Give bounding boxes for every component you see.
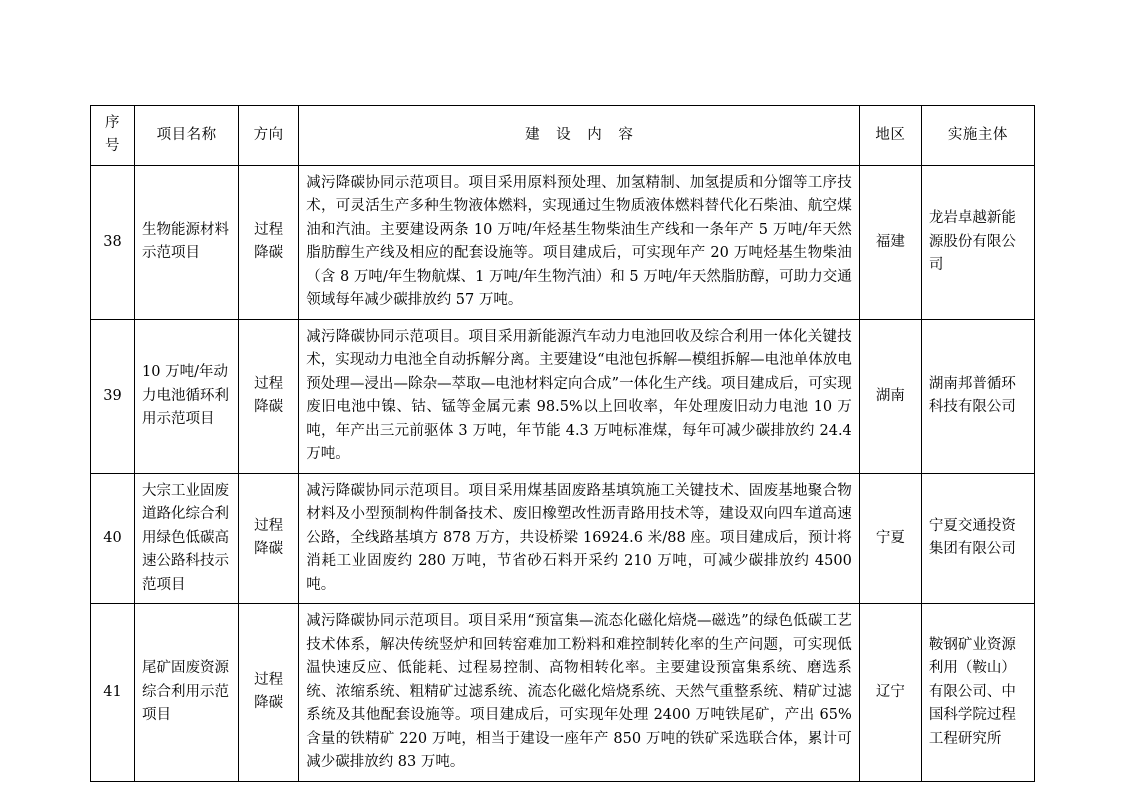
column-header-seq: 序号 (91, 106, 135, 166)
row-area: 湖南 (859, 319, 921, 473)
column-header-area: 地区 (859, 106, 921, 166)
row-direction-line2: 降碳 (254, 541, 284, 558)
column-header-direction: 方向 (239, 106, 299, 166)
row-direction-line2: 降碳 (254, 695, 284, 712)
row-direction-line2: 降碳 (254, 245, 284, 262)
row-content: 减污降碳协同示范项目。项目采用煤基固废路基填筑施工关键技术、固废基地聚合物材料及小型预制构件制备技术、废旧橡塑改性沥青路用技术等，建设双向四车道高速公路，全线路基填方 878 万方，共设桥梁 16924.6 米/88 座。项目建成后，预计将消耗工业固废约 280 万吨，节省砂石料开采约 210 万吨，可减少碳排放约 4500 吨。 (299, 473, 860, 603)
table-row (91, 319, 1035, 473)
row-seq: 39 (91, 319, 135, 473)
row-area: 福建 (859, 165, 921, 319)
row-project-name: 大宗工业固废道路化综合利用绿色低碳高速公路科技示范项目 (135, 473, 239, 603)
row-direction (239, 165, 299, 319)
row-content: 减污降碳协同示范项目。项目采用新能源汽车动力电池回收及综合利用一体化关键技术，实现动力电池全自动拆解分离。主要建设“电池包拆解—模组拆解—电池单体放电预处理—浸出—除杂—萃取—电池材料定向合成”一体化生产线。项目建成后，可实现废旧电池中镍、钴、锰等金属元素 98.5%以上回收率，年处理废旧动力电池 10 万吨，年产出三元前驱体 3 万吨，年节能 4.3 万吨标准煤，每年可减少碳排放约 24.4 万吨。 (299, 319, 860, 473)
row-area: 宁夏 (859, 473, 921, 603)
table-container (90, 105, 1035, 782)
column-header-subject: 实施主体 (921, 106, 1034, 166)
row-seq: 40 (91, 473, 135, 603)
project-list-table (90, 105, 1035, 782)
row-subject: 湖南邦普循环科技有限公司 (921, 319, 1034, 473)
table-row (91, 165, 1035, 319)
row-direction-line1: 过程 (254, 221, 284, 238)
column-header-content: 建 设 内 容 (299, 106, 860, 166)
row-direction-line1: 过程 (254, 375, 284, 392)
row-direction (239, 604, 299, 781)
row-direction-line2: 降碳 (254, 399, 284, 416)
row-subject: 鞍钢矿业资源利用（鞍山）有限公司、中国科学院过程工程研究所 (921, 604, 1034, 781)
row-area: 辽宁 (859, 604, 921, 781)
table-row (91, 473, 1035, 603)
row-content: 减污降碳协同示范项目。项目采用“预富集—流态化磁化焙烧—磁选”的绿色低碳工艺技术体系，解决传统竖炉和回转窑难加工粉料和难控制转化率的生产问题，可实现低温快速反应、低能耗、过程易控制、高物相转化率。主要建设预富集系统、磨选系统、浓缩系统、粗精矿过滤系统、流态化磁化焙烧系统、天然气重整系统、精矿过滤系统及其他配套设施等。项目建成后，可实现年处理 2400 万吨铁尾矿，产出 65%含量的铁精矿 220 万吨，相当于建设一座年产 850 万吨的铁矿采选联合体，累计可减少碳排放约 83 万吨。 (299, 604, 860, 781)
table-row (91, 604, 1035, 781)
column-header-name: 项目名称 (135, 106, 239, 166)
row-project-name: 尾矿固废资源综合利用示范项目 (135, 604, 239, 781)
row-direction-line1: 过程 (254, 671, 284, 688)
row-project-name: 10 万吨/年动力电池循环利用示范项目 (135, 319, 239, 473)
row-content: 减污降碳协同示范项目。项目采用原料预处理、加氢精制、加氢提质和分馏等工序技术，可灵活生产多种生物液体燃料，实现通过生物质液体燃料替代化石柴油、航空煤油和汽油。主要建设两条 10 万吨/年烃基生物柴油生产线和一条年产 5 万吨/年天然脂肪醇生产线及相应的配套设施等。项目建成后，可实现年产 20 万吨烃基生物柴油（含 8 万吨/年生物航煤、1 万吨/年生物汽油）和 5 万吨/年天然脂肪醇，可助力交通领域每年减少碳排放约 57 万吨。 (299, 165, 860, 319)
row-subject: 龙岩卓越新能源股份有限公司 (921, 165, 1034, 319)
table-header (91, 106, 1035, 166)
row-direction (239, 473, 299, 603)
row-seq: 38 (91, 165, 135, 319)
row-seq: 41 (91, 604, 135, 781)
row-direction (239, 319, 299, 473)
row-direction-line1: 过程 (254, 518, 284, 534)
table-header-row (91, 106, 1035, 166)
row-project-name: 生物能源材料示范项目 (135, 165, 239, 319)
table-body (91, 165, 1035, 781)
row-subject: 宁夏交通投资集团有限公司 (921, 473, 1034, 603)
